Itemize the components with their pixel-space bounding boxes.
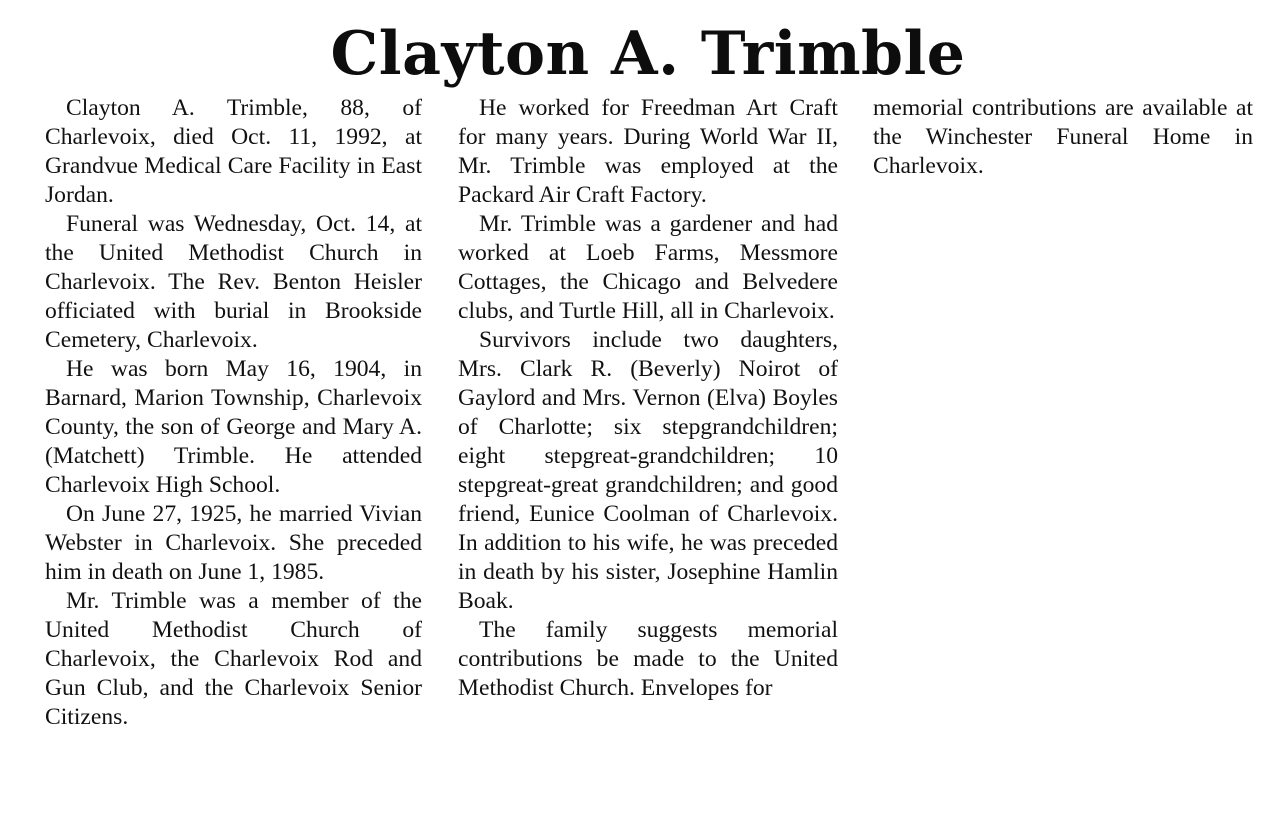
article-column-3 bbox=[873, 94, 1253, 181]
article-column-2 bbox=[458, 94, 838, 703]
paragraph: The family suggests memorial contributions be made to the United Methodist Church. Envelopes for bbox=[458, 617, 838, 701]
paragraph: Mr. Trimble was a gardener and had worked at Loeb Farms, Messmore Cottages, the Chicago and Belvedere clubs, and Turtle Hill, all in Charlevoix. bbox=[458, 211, 838, 324]
paragraph: Funeral was Wednesday, Oct. 14, at the United Methodist Church in Charlevoix. The Rev. Benton Heisler officiated with burial in Brookside Cemetery, Charlevoix. bbox=[45, 211, 422, 353]
paragraph: He worked for Freedman Art Craft for many years. During World War II, Mr. Trimble was employed at the Packard Air Craft Factory. bbox=[458, 95, 838, 208]
paragraph: Mr. Trimble was a member of the United Methodist Church of Charlevoix, the Charlevoix Rod and Gun Club, and the Charlevoix Senior Citizens. bbox=[45, 588, 422, 730]
article-headline: Clayton A. Trimble bbox=[330, 19, 966, 89]
paragraph-continued: memorial contributions are available at the Winchester Funeral Home in Charlevoix. bbox=[873, 95, 1253, 179]
paragraph: Clayton A. Trimble, 88, of Charlevoix, died Oct. 11, 1992, at Grandvue Medical Care Facility in East Jordan. bbox=[45, 95, 422, 208]
article-column-1 bbox=[45, 94, 422, 732]
paragraph: He was born May 16, 1904, in Barnard, Marion Township, Charlevoix County, the son of George and Mary A. (Matchett) Trimble. He attended Charlevoix High School. bbox=[45, 356, 422, 498]
paragraph: On June 27, 1925, he married Vivian Webster in Charlevoix. She preceded him in death on June 1, 1985. bbox=[45, 501, 422, 585]
paragraph: Survivors include two daughters, Mrs. Clark R. (Beverly) Noirot of Gaylord and Mrs. Vernon (Elva) Boyles of Charlotte; six stepgrandchildren; eight stepgreat-grandchildren; 10 stepgreat-great grandchildren; and good friend, Eunice Coolman of Charlevoix. In addition to his wife, he was preceded in death by his sister, Josephine Hamlin Boak. bbox=[458, 327, 838, 614]
